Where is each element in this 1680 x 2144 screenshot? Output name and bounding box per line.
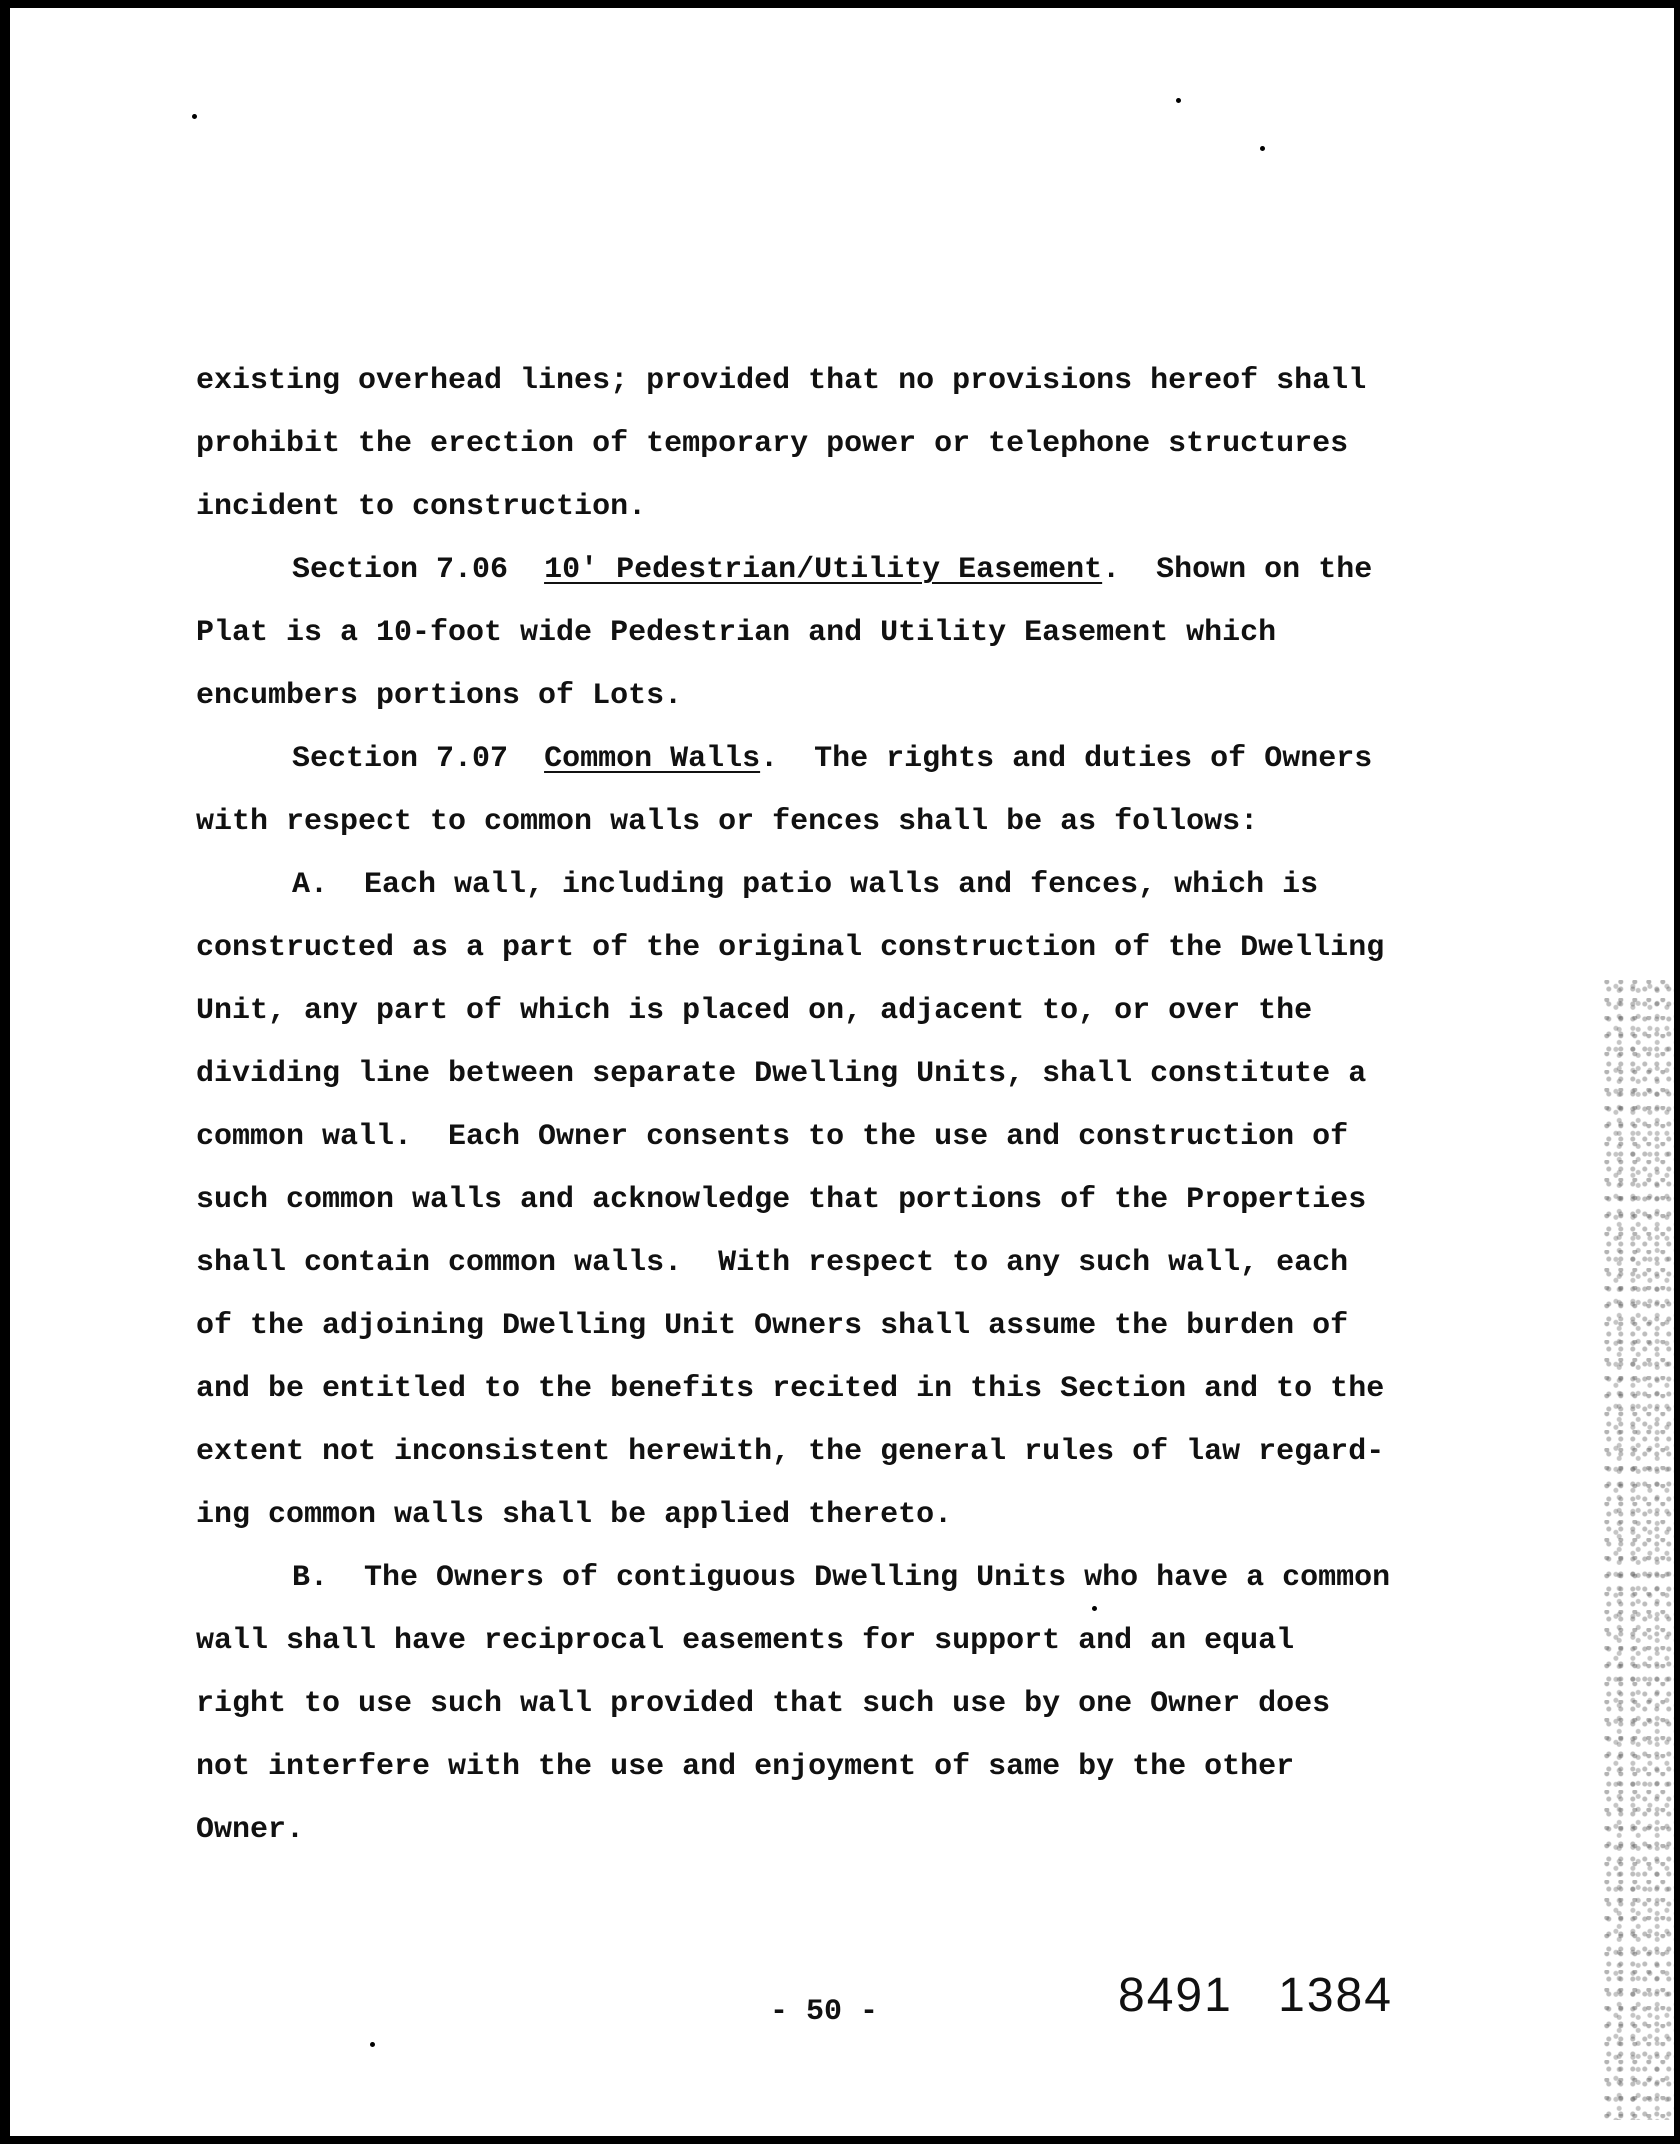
text-line: prohibit the erection of temporary power or telephone structures <box>196 427 1349 461</box>
section-number: Section 7.06 <box>292 553 509 587</box>
section-title: 10' Pedestrian/Utility Easement <box>544 553 1103 587</box>
list-item-a: A. Each wall, including patio walls and fences, which is <box>292 868 1319 902</box>
text-line: right to use such wall provided that such use by one Owner does <box>196 1687 1331 1721</box>
document-body <box>196 350 1496 1862</box>
text-line: Unit, any part of which is placed on, adjacent to, or over the <box>196 994 1313 1028</box>
page-reference: 1384 <box>1278 1969 1393 2022</box>
scan-noise <box>1604 980 1674 2120</box>
text-line: ing common walls shall be applied thereto. <box>196 1498 953 1532</box>
scan-speck <box>370 2042 375 2047</box>
section-title: Common Walls <box>544 742 761 776</box>
text-line: of the adjoining Dwelling Unit Owners shall assume the burden of <box>196 1309 1349 1343</box>
text-line: shall contain common walls. With respect to any such wall, each <box>196 1246 1349 1280</box>
scan-edge-left <box>0 0 10 2144</box>
scan-speck <box>1176 98 1181 103</box>
text-line: incident to construction. <box>196 490 647 524</box>
text-line: Plat is a 10-foot wide Pedestrian and Utility Easement which <box>196 616 1277 650</box>
text-line: common wall. Each Owner consents to the use and construction of <box>196 1120 1349 1154</box>
scan-edge-bottom <box>0 2136 1680 2144</box>
text-line: not interfere with the use and enjoyment of same by the other <box>196 1750 1295 1784</box>
recording-stamp <box>1118 1968 1393 2023</box>
text-line: and be entitled to the benefits recited in this Section and to the <box>196 1372 1385 1406</box>
list-item-b: B. The Owners of contiguous Dwelling Units who have a common <box>292 1561 1391 1595</box>
text-line: extent not inconsistent herewith, the general rules of law regard- <box>196 1435 1385 1469</box>
book-number: 8491 <box>1118 1969 1233 2022</box>
text-line: encumbers portions of Lots. <box>196 679 683 713</box>
scan-speck <box>1260 146 1265 151</box>
text-line: Owner. <box>196 1813 305 1847</box>
text-line: with respect to common walls or fences shall be as follows: <box>196 805 1259 839</box>
text-line: existing overhead lines; provided that no provisions hereof shall <box>196 364 1367 398</box>
section-number: Section 7.07 <box>292 742 509 776</box>
text-line: wall shall have reciprocal easements for support and an equal <box>196 1624 1295 1658</box>
text-line: dividing line between separate Dwelling Units, shall constitute a <box>196 1057 1367 1091</box>
scan-speck <box>192 114 197 119</box>
scan-edge-top <box>0 0 1680 8</box>
section-heading-7-06 <box>196 539 1496 602</box>
text-line: such common walls and acknowledge that portions of the Properties <box>196 1183 1367 1217</box>
text-line: constructed as a part of the original construction of the Dwelling <box>196 931 1385 965</box>
page-number: - 50 - <box>770 1995 879 2029</box>
section-text: . Shown on the <box>1102 553 1373 587</box>
section-heading-7-07 <box>196 728 1496 791</box>
scan-edge-right <box>1674 0 1680 2144</box>
section-text: . The rights and duties of Owners <box>760 742 1373 776</box>
